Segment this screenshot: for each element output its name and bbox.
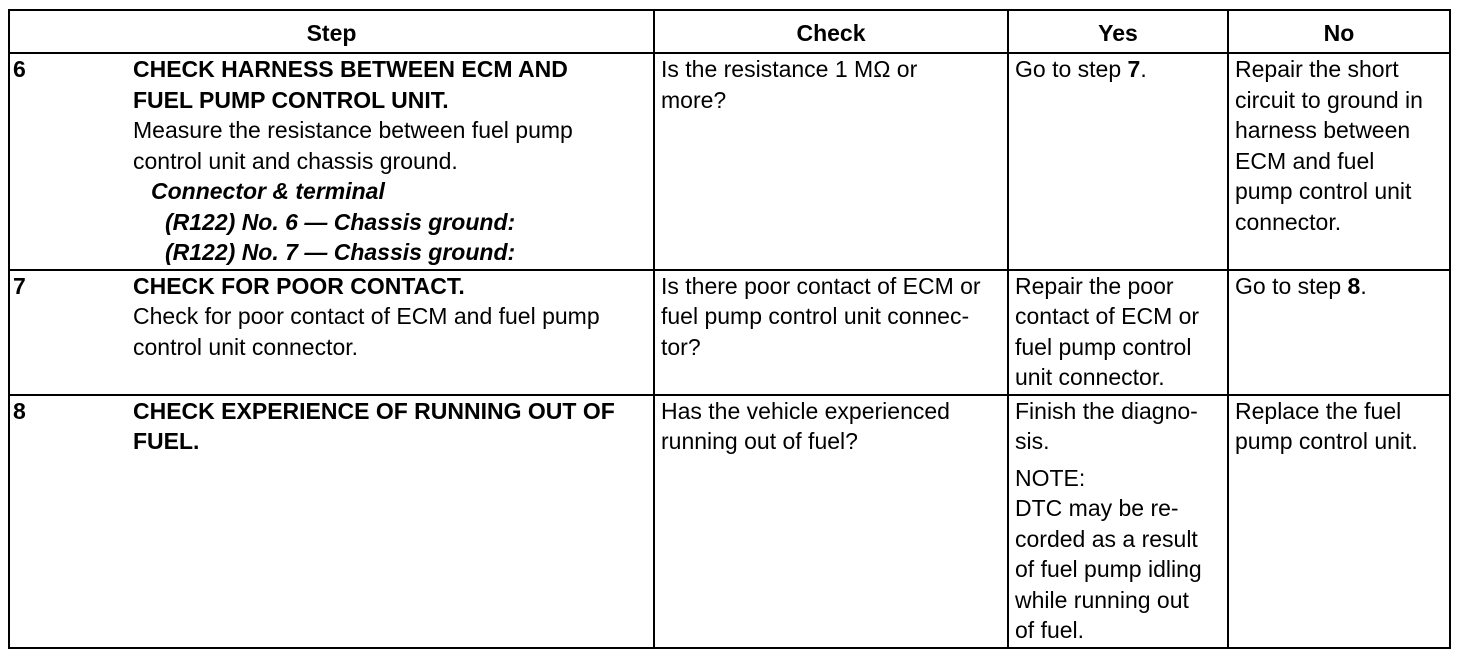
step-title-line: CHECK FOR POOR CONTACT. bbox=[133, 272, 465, 299]
yes-cell bbox=[1008, 270, 1228, 395]
step-description-line: Check for poor contact of ECM and fuel pump bbox=[133, 303, 600, 329]
check-line: Is the resistance 1 MΩ or bbox=[661, 56, 918, 82]
yes-cell bbox=[1008, 53, 1228, 270]
check-line: more? bbox=[661, 86, 727, 113]
check-cell bbox=[654, 395, 1008, 648]
yes-line: Repair the poor bbox=[1015, 272, 1174, 299]
connector-terminal-line: (R122) No. 7 — Chassis ground: bbox=[165, 239, 516, 265]
yes-line bbox=[1015, 54, 1223, 85]
check-line: Is there poor contact of ECM or bbox=[661, 272, 981, 299]
no-cell bbox=[1228, 53, 1450, 270]
note-label: NOTE: bbox=[1015, 464, 1086, 491]
no-line: Replace the fuel bbox=[1235, 397, 1402, 424]
step-number: 7 bbox=[9, 270, 133, 395]
no-line: connector. bbox=[1235, 208, 1342, 235]
step-title-line: CHECK HARNESS BETWEEN ECM AND bbox=[133, 56, 568, 82]
no-line: Repair the short bbox=[1235, 56, 1399, 82]
connector-terminal-line: (R122) No. 6 — Chassis ground: bbox=[165, 208, 516, 235]
step-title-line: CHECK EXPERIENCE OF RUNNING OUT OF bbox=[133, 397, 615, 424]
goto-text: Go to step bbox=[1235, 272, 1348, 299]
check-line: Has the vehicle experienced bbox=[661, 397, 950, 424]
yes-line: contact of ECM or bbox=[1015, 303, 1200, 329]
yes-cell bbox=[1008, 395, 1228, 648]
goto-step-number: 7 bbox=[1127, 56, 1141, 82]
step-title-line: FUEL. bbox=[133, 428, 200, 454]
step-cell bbox=[133, 270, 654, 395]
step-description-line: Measure the resistance between fuel pump bbox=[133, 117, 573, 143]
step-number: 8 bbox=[9, 395, 133, 648]
no-line: pump control unit. bbox=[1235, 428, 1418, 454]
note-line: of fuel pump idling bbox=[1015, 556, 1202, 582]
no-line: ECM and fuel bbox=[1235, 147, 1375, 174]
header-yes: Yes bbox=[1008, 10, 1228, 53]
table-row bbox=[9, 270, 1450, 395]
table-row bbox=[9, 53, 1450, 270]
no-line: harness between bbox=[1235, 117, 1411, 143]
step-number: 6 bbox=[9, 53, 133, 270]
goto-step-number: 8 bbox=[1347, 272, 1361, 299]
header-check: Check bbox=[654, 10, 1008, 53]
goto-suffix: . bbox=[1140, 56, 1147, 82]
goto-text: Go to step bbox=[1015, 56, 1128, 82]
note-line: while running out bbox=[1015, 586, 1189, 613]
no-cell bbox=[1228, 270, 1450, 395]
note-line: of fuel. bbox=[1015, 617, 1085, 643]
yes-line: fuel pump control bbox=[1015, 333, 1192, 360]
header-no: No bbox=[1228, 10, 1450, 53]
no-line: circuit to ground in bbox=[1235, 86, 1423, 113]
step-description-line: control unit and chassis ground. bbox=[133, 147, 458, 174]
table-row bbox=[9, 395, 1450, 648]
no-cell bbox=[1228, 395, 1450, 648]
yes-line: Finish the diagno- bbox=[1015, 397, 1198, 424]
yes-line: sis. bbox=[1015, 428, 1050, 454]
diagnostic-table bbox=[8, 9, 1451, 649]
connector-heading: Connector & terminal bbox=[151, 178, 385, 204]
goto-suffix: . bbox=[1360, 272, 1367, 299]
check-line: fuel pump control unit connec- bbox=[661, 303, 970, 329]
step-cell bbox=[133, 395, 654, 648]
header-row bbox=[9, 10, 1450, 53]
header-step: Step bbox=[9, 10, 654, 53]
step-title-line: FUEL PUMP CONTROL UNIT. bbox=[133, 86, 449, 113]
check-cell bbox=[654, 53, 1008, 270]
yes-line: unit connector. bbox=[1015, 364, 1165, 390]
note-line: corded as a result bbox=[1015, 525, 1198, 552]
check-cell bbox=[654, 270, 1008, 395]
no-line: pump control unit bbox=[1235, 178, 1412, 204]
note-line: DTC may be re- bbox=[1015, 495, 1179, 521]
check-line: running out of fuel? bbox=[661, 428, 858, 454]
no-line bbox=[1235, 271, 1445, 302]
check-line: tor? bbox=[661, 333, 701, 360]
step-cell bbox=[133, 53, 654, 270]
step-description-line: control unit connector. bbox=[133, 333, 359, 360]
